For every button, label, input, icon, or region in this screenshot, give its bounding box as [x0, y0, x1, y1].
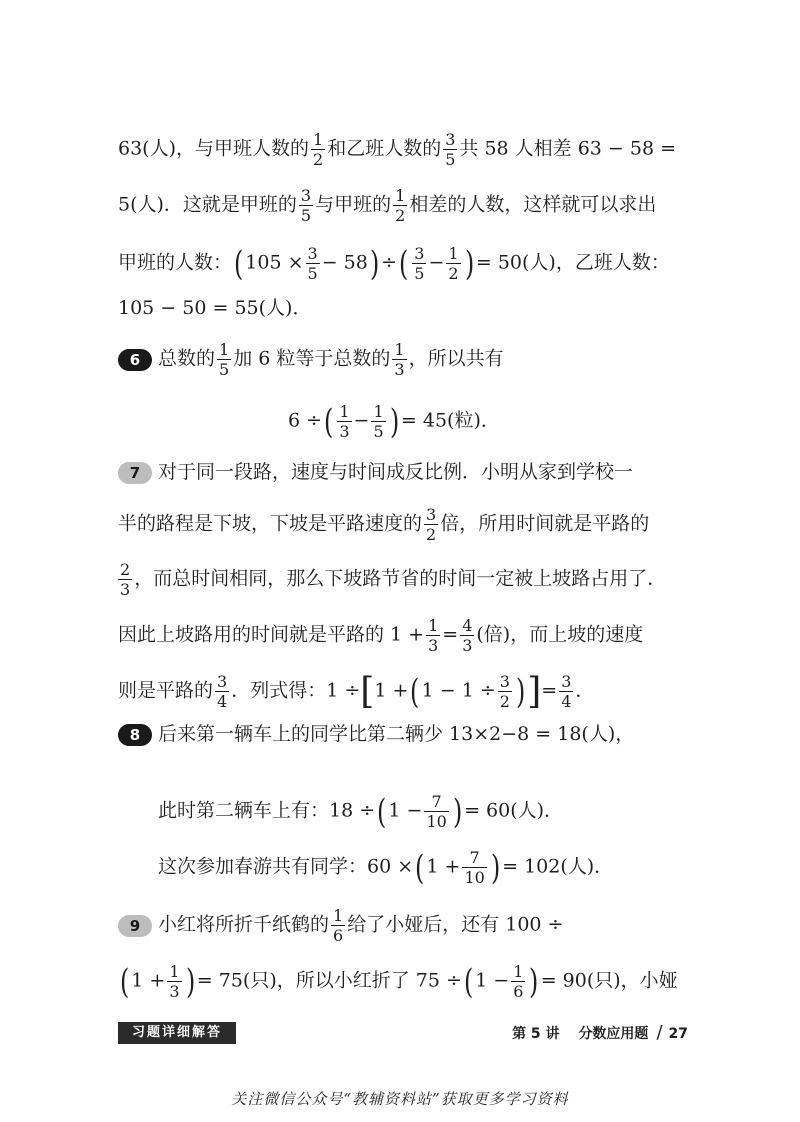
fraction: $\frac{3}{5}$	[300, 186, 312, 225]
text: 1 +	[131, 969, 166, 992]
fraction: $\frac{1}{2}$	[448, 244, 459, 283]
text: 共 58 人相差 63 − 58 =	[459, 137, 677, 160]
watermark: 关注微信公众号“教辅资料站”获取更多学习资料	[231, 1090, 569, 1108]
text: =	[541, 679, 558, 702]
paren: (	[415, 847, 425, 888]
text: 因此上坡路用的时间就是平路的 1 +	[118, 623, 425, 646]
fraction: $\frac{3}{2}$	[499, 672, 510, 711]
fraction: $\frac{1}{2}$	[313, 130, 324, 169]
text: 1 +	[426, 855, 461, 878]
answer-number-badge: 6	[118, 349, 152, 371]
text: = 60(人)．	[464, 799, 564, 822]
fraction: $\frac{3}{4}$	[561, 672, 572, 711]
text: ，而总时间相同，那么下坡路节省的时间一定被上坡路占用了．	[134, 567, 667, 590]
fraction: $\frac{1}{3}$	[394, 340, 405, 379]
fraction: $\frac{1}{3}$	[169, 962, 180, 1001]
fraction: $\frac{3}{5}$	[445, 130, 456, 169]
text-line	[118, 962, 682, 1001]
text: =	[442, 623, 459, 646]
fraction: $\frac{3}{2}$	[426, 505, 437, 544]
text: 1 − 1 ÷	[421, 679, 496, 702]
text: 总数的	[158, 347, 216, 370]
text: 63(人)，与甲班人数的	[118, 137, 310, 160]
fraction: $\frac{1}{2}$	[395, 186, 406, 225]
text: (倍)，而上坡的速度	[476, 623, 644, 646]
text: 1 −	[388, 799, 423, 822]
text-line	[118, 505, 682, 544]
text: −	[428, 251, 445, 274]
answer-7	[118, 458, 682, 486]
text-line	[118, 616, 682, 655]
paren: (	[119, 961, 130, 1002]
paren: (	[324, 401, 334, 442]
text: 加 6 粒等于总数的	[233, 347, 391, 370]
text: −	[353, 409, 370, 432]
answer-number-badge: 7	[118, 462, 152, 484]
fraction: $\frac{1}{5}$	[219, 340, 230, 379]
paren: (	[410, 671, 420, 712]
page-number: 27	[668, 1026, 688, 1042]
text: 小红将所折千纸鹤的	[158, 913, 330, 936]
text: 105 − 50 = 55(人)．	[118, 297, 312, 319]
equation	[158, 848, 682, 887]
text-line	[118, 186, 682, 225]
answer-number-badge: 8	[118, 724, 152, 746]
paren: )	[389, 401, 399, 442]
text: = 75(只)，所以小红折了 75 ÷	[196, 969, 462, 992]
text: 此时第二辆车上有：18 ÷	[158, 799, 376, 822]
answer-8	[118, 720, 682, 748]
text-line	[118, 244, 682, 283]
paren: )	[464, 243, 474, 284]
text: ．	[575, 679, 595, 702]
paren: (	[399, 243, 409, 284]
text: = 50(人)，乙班人数：	[475, 251, 670, 274]
lecture-label: 第 5 讲	[512, 1026, 560, 1042]
bracket: ]	[527, 670, 542, 712]
paren: )	[452, 791, 463, 832]
text: 6 ÷	[288, 409, 323, 432]
text: 则是平路的	[118, 679, 214, 702]
text: − 58	[321, 251, 368, 274]
equation	[158, 792, 682, 831]
text-line	[118, 130, 682, 169]
fraction: $\frac{3}{5}$	[414, 244, 425, 283]
text: = 102(人)．	[502, 855, 614, 878]
text: = 90(只)，小娅	[540, 969, 678, 992]
text: 后来第一辆车上的同学比第二辆少 13×2−8 = 18(人)，	[158, 723, 635, 745]
topic-label: 分数应用题	[578, 1026, 649, 1042]
text-line	[118, 560, 682, 599]
text: ，所以共有	[408, 347, 504, 370]
paren: )	[369, 243, 380, 284]
text: 这次参加春游共有同学：60 ×	[158, 855, 414, 878]
text: 1 −	[475, 969, 510, 992]
text-line	[118, 672, 682, 711]
text: 与甲班的	[315, 193, 392, 216]
text: 相差的人数，这样就可以求出	[409, 193, 657, 216]
text: 给了小娅后，还有 100 ÷	[347, 913, 564, 936]
paren: )	[529, 961, 539, 1002]
paren: (	[377, 791, 387, 832]
text-line	[118, 294, 682, 322]
bracket: [	[360, 670, 375, 712]
paren: (	[463, 961, 474, 1002]
paren: )	[185, 961, 195, 1002]
text: 对于同一段路，速度与时间成反比例．小明从家到学校一	[158, 461, 634, 483]
separator: /	[656, 1022, 663, 1043]
fraction: $\frac{1}{6}$	[513, 962, 524, 1001]
fraction: $\frac{7}{10}$	[464, 848, 485, 887]
fraction: $\frac{1}{6}$	[333, 906, 344, 945]
fraction: $\frac{3}{5}$	[307, 244, 318, 283]
answer-6	[118, 340, 682, 379]
answer-number-badge: 9	[118, 915, 152, 937]
text: ÷	[381, 251, 398, 274]
text: 和乙班人数的	[327, 137, 442, 160]
fraction: $\frac{4}{3}$	[462, 616, 473, 655]
fraction: $\frac{1}{3}$	[339, 402, 350, 441]
paren: )	[490, 847, 501, 888]
text: 5(人)．这就是甲班的	[118, 193, 297, 216]
fraction: $\frac{2}{3}$	[120, 560, 131, 599]
text: 倍，所用时间就是平路的	[440, 512, 650, 535]
page-footer	[512, 1022, 688, 1045]
text: 甲班的人数：	[118, 251, 233, 274]
paren: )	[515, 671, 526, 712]
paren: (	[234, 243, 244, 284]
fraction: $\frac{3}{4}$	[217, 672, 228, 711]
fraction: $\frac{1}{5}$	[373, 402, 384, 441]
answer-9	[118, 906, 682, 945]
text: ．列式得：1 ÷	[231, 679, 361, 702]
section-label: 习题详细解答	[118, 1022, 236, 1044]
fraction: $\frac{1}{3}$	[428, 616, 439, 655]
text: 半的路程是下坡，下坡是平路速度的	[118, 512, 423, 535]
text: 1 +	[374, 679, 409, 702]
text: = 45(粒)．	[400, 409, 500, 432]
equation	[288, 402, 682, 441]
fraction: $\frac{7}{10}$	[426, 792, 447, 831]
text: 105 ×	[245, 251, 304, 274]
